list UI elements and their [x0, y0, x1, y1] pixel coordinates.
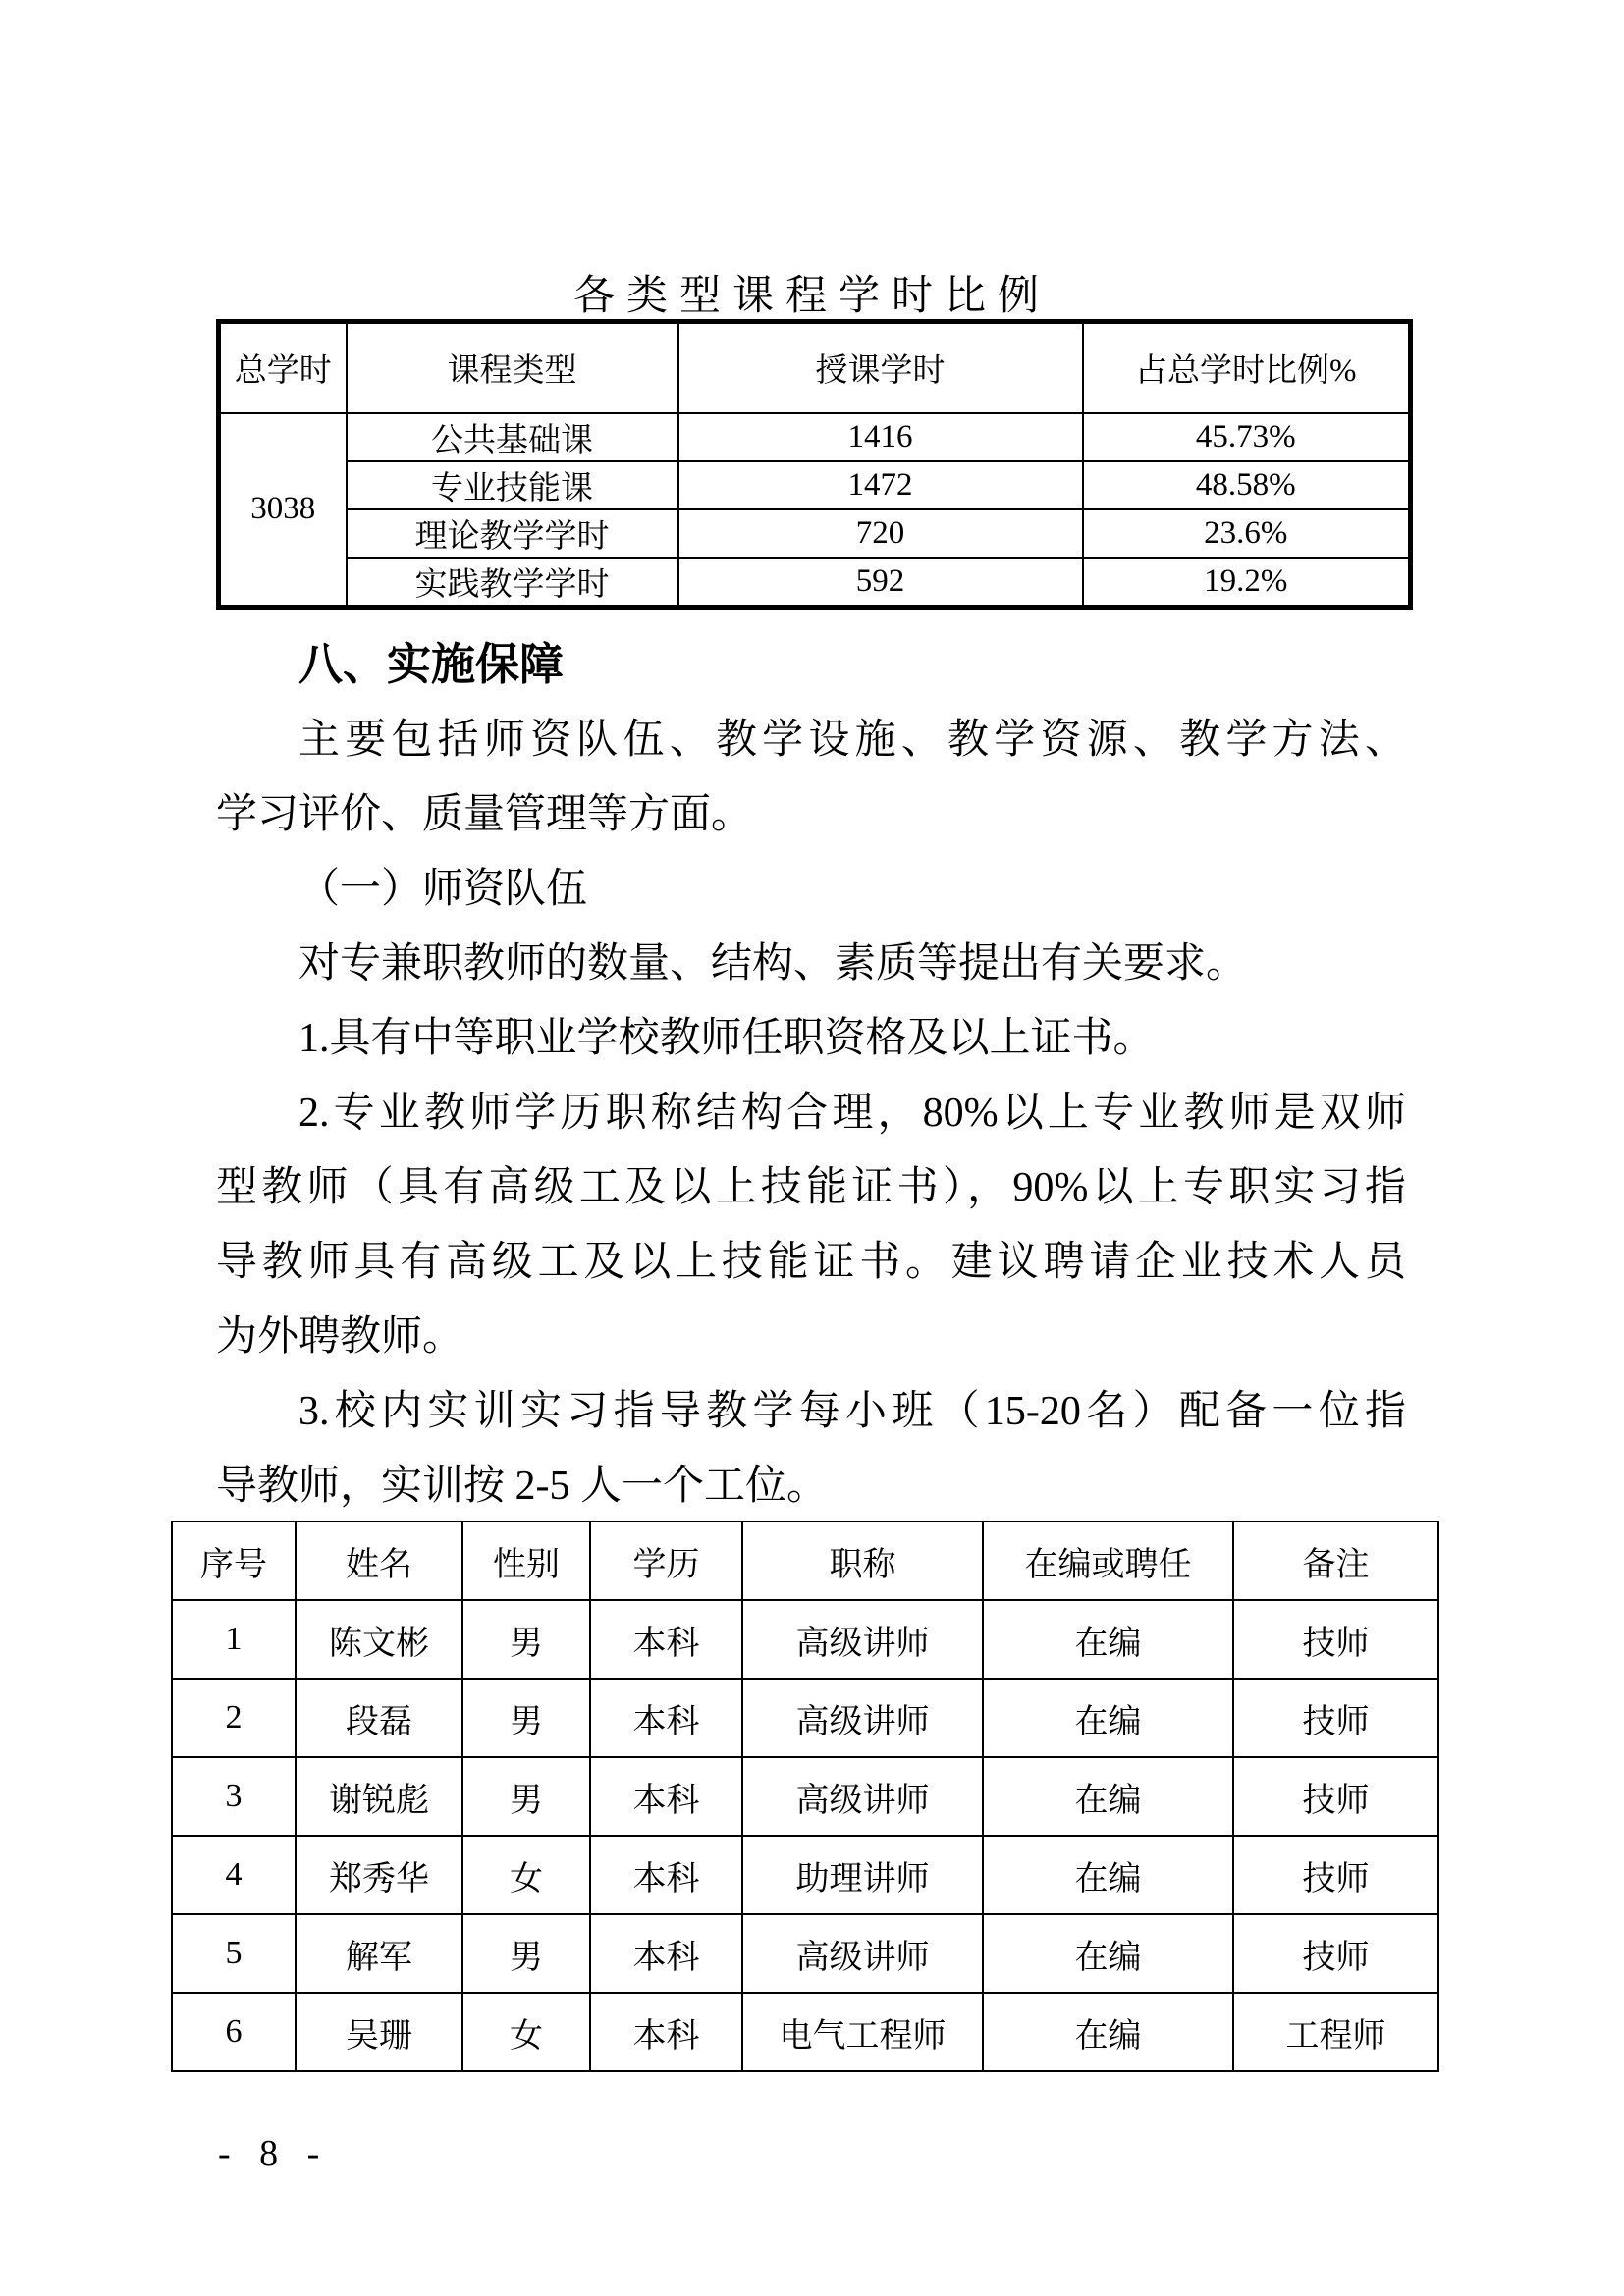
title-cell: 高级讲师: [742, 1914, 983, 1993]
remark-cell: 技师: [1233, 1836, 1438, 1914]
employment-cell: 在编: [983, 1600, 1233, 1679]
body-line: 型教师（具有高级工及以上技能证书），90%以上专职实习指: [216, 1165, 1406, 1210]
total-hours-value: 3038: [219, 413, 347, 608]
remark-cell: 技师: [1233, 1679, 1438, 1757]
index-cell: 1: [172, 1600, 296, 1679]
course-hours-header-row: [219, 322, 1411, 413]
gender-cell: 男: [462, 1757, 590, 1836]
sub-section-heading: （一）师资队伍: [298, 867, 588, 912]
header-course-type: 课程类型: [347, 322, 678, 413]
table-row: [172, 1914, 1438, 1993]
employment-cell: 在编: [983, 1679, 1233, 1757]
index-cell: 4: [172, 1836, 296, 1914]
education-cell: 本科: [590, 1914, 742, 1993]
header-name: 姓名: [296, 1522, 462, 1600]
hours-cell: 720: [678, 509, 1083, 558]
body-line: 导教师具有高级工及以上技能证书。建议聘请企业技术人员: [216, 1240, 1406, 1285]
header-remark: 备注: [1233, 1522, 1438, 1600]
education-cell: 本科: [590, 1836, 742, 1914]
title-cell: 高级讲师: [742, 1757, 983, 1836]
table-row: [219, 413, 1411, 461]
remark-cell: 技师: [1233, 1600, 1438, 1679]
remark-cell: 技师: [1233, 1914, 1438, 1993]
table-row: [219, 509, 1411, 558]
header-title: 职称: [742, 1522, 983, 1600]
title-cell: 电气工程师: [742, 1993, 983, 2071]
course-hours-table: [216, 319, 1413, 610]
header-employment: 在编或聘任: [983, 1522, 1233, 1600]
page-number: - 8 -: [218, 2133, 330, 2174]
body-line: 为外聘教师。: [216, 1314, 464, 1360]
roster-header-row: [172, 1522, 1438, 1600]
course-type-cell: 公共基础课: [347, 413, 678, 461]
name-cell: 郑秀华: [296, 1836, 462, 1914]
name-cell: 吴珊: [296, 1993, 462, 2071]
header-teaching-hours: 授课学时: [678, 322, 1083, 413]
gender-cell: 女: [462, 1836, 590, 1914]
gender-cell: 女: [462, 1993, 590, 2071]
remark-cell: 工程师: [1233, 1993, 1438, 2071]
table-row: [172, 1600, 1438, 1679]
name-cell: 陈文彬: [296, 1600, 462, 1679]
name-cell: 段磊: [296, 1679, 462, 1757]
education-cell: 本科: [590, 1993, 742, 2071]
percent-cell: 23.6%: [1083, 509, 1411, 558]
table-row: [172, 1679, 1438, 1757]
course-type-cell: 专业技能课: [347, 461, 678, 509]
education-cell: 本科: [590, 1679, 742, 1757]
body-line: 1.具有中等职业学校教师任职资格及以上证书。: [298, 1016, 1155, 1061]
body-line: 主要包括师资队伍、教学设施、教学资源、教学方法、: [298, 718, 1406, 763]
percent-cell: 19.2%: [1083, 558, 1411, 608]
table-row: [219, 461, 1411, 509]
body-line: 学习评价、质量管理等方面。: [216, 792, 753, 837]
index-cell: 3: [172, 1757, 296, 1836]
name-cell: 谢锐彪: [296, 1757, 462, 1836]
course-type-cell: 理论教学学时: [347, 509, 678, 558]
table-row: [172, 1836, 1438, 1914]
gender-cell: 男: [462, 1600, 590, 1679]
title-cell: 高级讲师: [742, 1600, 983, 1679]
table-row: [219, 558, 1411, 608]
education-cell: 本科: [590, 1600, 742, 1679]
name-cell: 解军: [296, 1914, 462, 1993]
hours-cell: 1472: [678, 461, 1083, 509]
header-gender: 性别: [462, 1522, 590, 1600]
employment-cell: 在编: [983, 1993, 1233, 2071]
teacher-roster-table: [171, 1521, 1439, 2072]
index-cell: 5: [172, 1914, 296, 1993]
body-line: 对专兼职教师的数量、结构、素质等提出有关要求。: [298, 941, 1248, 987]
percent-cell: 48.58%: [1083, 461, 1411, 509]
header-education: 学历: [590, 1522, 742, 1600]
hours-cell: 1416: [678, 413, 1083, 461]
title-cell: 高级讲师: [742, 1679, 983, 1757]
header-total-hours: 总学时: [219, 322, 347, 413]
remark-cell: 技师: [1233, 1757, 1438, 1836]
percent-cell: 45.73%: [1083, 413, 1411, 461]
title-cell: 助理讲师: [742, 1836, 983, 1914]
body-line: 2.专业教师学历职称结构合理，80%以上专业教师是双师: [298, 1091, 1406, 1136]
index-cell: 6: [172, 1993, 296, 2071]
gender-cell: 男: [462, 1914, 590, 1993]
body-line: 3.校内实训实习指导教学每小班（15-20名）配备一位指: [298, 1389, 1406, 1434]
body-line: 导教师，实训按 2-5 人一个工位。: [216, 1464, 828, 1509]
table-row: [172, 1993, 1438, 2071]
employment-cell: 在编: [983, 1757, 1233, 1836]
course-type-cell: 实践教学学时: [347, 558, 678, 608]
gender-cell: 男: [462, 1679, 590, 1757]
table1-title: 各类型课程学时比例: [572, 274, 1051, 319]
hours-cell: 592: [678, 558, 1083, 608]
index-cell: 2: [172, 1679, 296, 1757]
section-heading: 八、实施保障: [298, 640, 565, 689]
header-percent: 占总学时比例%: [1083, 322, 1411, 413]
table-row: [172, 1757, 1438, 1836]
education-cell: 本科: [590, 1757, 742, 1836]
header-index: 序号: [172, 1522, 296, 1600]
employment-cell: 在编: [983, 1836, 1233, 1914]
employment-cell: 在编: [983, 1914, 1233, 1993]
